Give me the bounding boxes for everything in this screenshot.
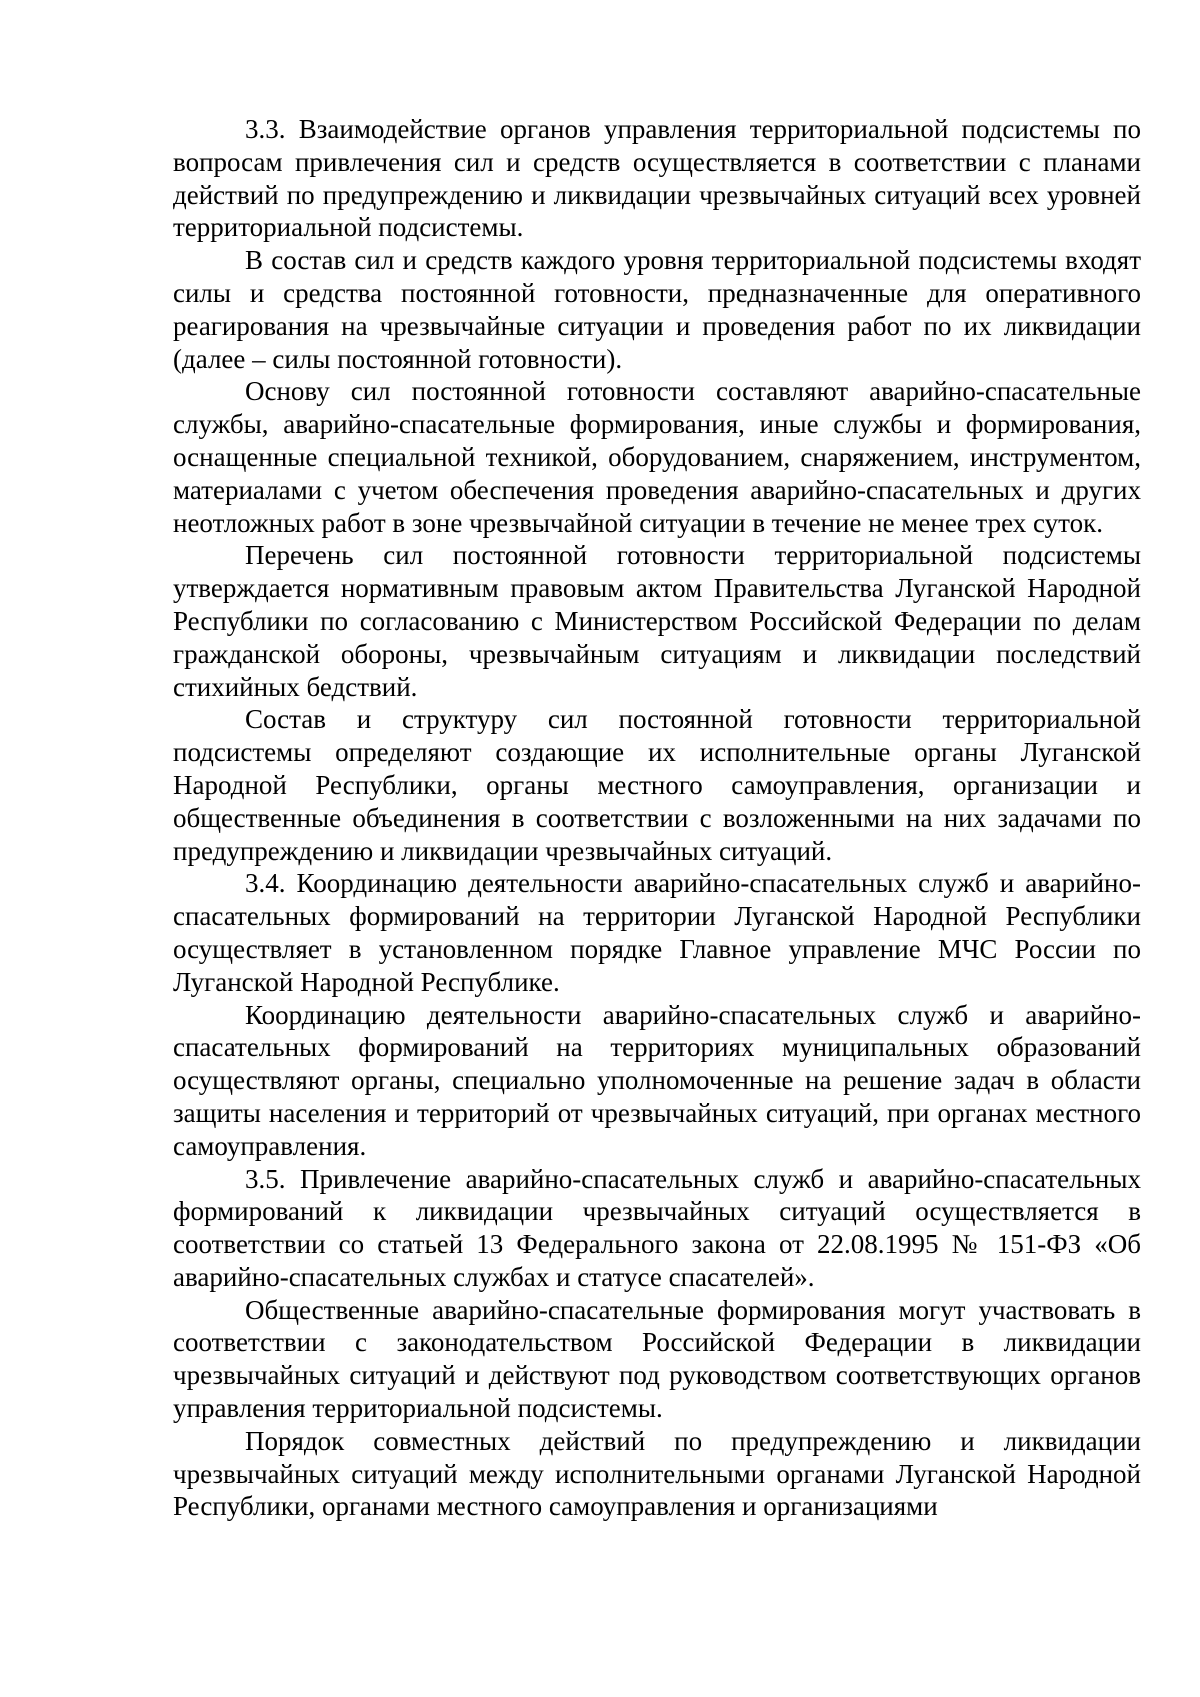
paragraph-3-4: 3.4. Координацию деятельности аварийно-спасательных служб и аварийно-спасательных формирований на территории Луганской Народной Республики осуществляет в установленном порядке Главное управление МЧС России по Луганской Народной Республике. [173,868,1141,997]
paragraph-forces-structure: Состав и структуру сил постоянной готовности территориальной подсистемы определяют создающие их исполнительные органы Луганской Народной Республики, органы местного самоуправления, организации и общественные объединения в соответствии с возложенными на них задачами по предупреждению и ликвидации чрезвычайных ситуаций. [173,704,1141,866]
document-body [173,113,1141,1523]
paragraph-3-3: 3.3. Взаимодействие органов управления территориальной подсистемы по вопросам привлечения сил и средств осуществляется в соответствии с планами действий по предупреждению и ликвидации чрезвычайных ситуаций всех уровней территориальной подсистемы. [173,114,1141,243]
paragraph-forces-composition: В состав сил и средств каждого уровня территориальной подсистемы входят силы и средства постоянной готовности, предназначенные для оперативного реагирования на чрезвычайные ситуации и проведения работ по их ликвидации (далее – силы постоянной готовности). [173,245,1141,374]
paragraph-3-5: 3.5. Привлечение аварийно-спасательных служб и аварийно-спасательных формирований к ликвидации чрезвычайных ситуаций осуществляется в соответствии со статьей 13 Федерального закона от 22.08.1995 № 151-ФЗ «Об аварийно-спасательных службах и статусе спасателей». [173,1163,1141,1292]
paragraph-forces-list: Перечень сил постоянной готовности территориальной подсистемы утверждается нормативным правовым актом Правительства Луганской Народной Республики по согласованию с Министерством Российской Федерации по делам гражданской обороны, чрезвычайным ситуациям и ликвидации последствий стихийных бедствий. [173,540,1141,702]
paragraph-joint-actions: Порядок совместных действий по предупреждению и ликвидации чрезвычайных ситуаций между исполнительными органами Луганской Народной Республики, органами местного самоуправления и организациями [173,1425,1141,1522]
paragraph-public-formations: Общественные аварийно-спасательные формирования могут участвовать в соответствии с законодательством Российской Федерации в ликвидации чрезвычайных ситуаций и действуют под руководством соответствующих органов управления территориальной подсистемы. [173,1294,1141,1424]
paragraph-municipal-coordination: Координацию деятельности аварийно-спасательных служб и аварийно-спасательных формирований на территориях муниципальных образований осуществляют органы, специально уполномоченные на решение задач в области защиты населения и территорий от чрезвычайных ситуаций, при органах местного самоуправления. [173,999,1141,1161]
paragraph-forces-basis: Основу сил постоянной готовности составляют аварийно-спасательные службы, аварийно-спасательные формирования, иные службы и формирования, оснащенные специальной техникой, оборудованием, снаряжением, инструментом, материалами с учетом обеспечения проведения аварийно-спасательных и других неотложных работ в зоне чрезвычайной ситуации в течение не менее трех суток. [173,376,1141,538]
